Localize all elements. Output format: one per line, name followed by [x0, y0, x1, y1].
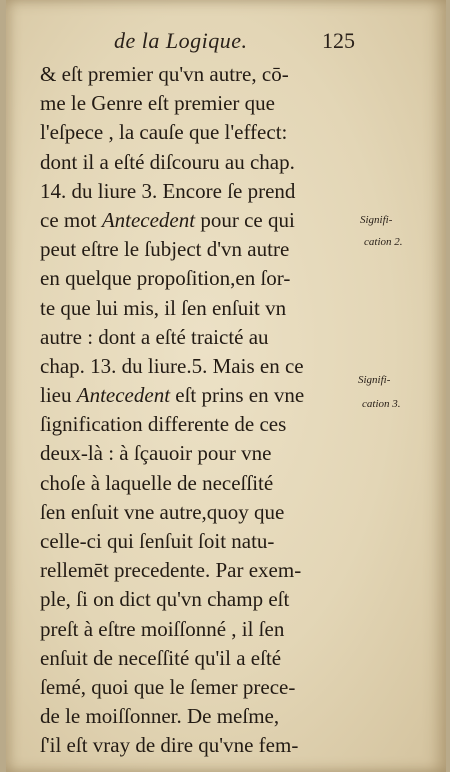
text-line: ſ'il eſt vray de dire qu'vne fem-: [40, 733, 299, 758]
text-line-end: eſt prins en vne: [170, 383, 305, 408]
text-line: ſignification differente de ces: [40, 412, 287, 437]
text-line: 14. du liure 3. Encore ſe prend: [40, 178, 296, 203]
text-line: ſen enſuit vne autre,quoy que: [40, 499, 285, 524]
margin-note: cation 2.: [364, 236, 403, 248]
text-line: celle-ci qui ſenſuit ſoit natu-: [40, 529, 275, 553]
text-line: me le Genre eſt premier que: [40, 91, 275, 116]
text-line: preſt à eſtre moiſſonné , il ſen: [40, 616, 285, 641]
text-line: deux-là : à ſçauoir pour vne: [40, 441, 272, 466]
text-line: peut eſtre le ſubject d'vn autre: [40, 237, 290, 262]
margin-note: Signifi-: [360, 214, 393, 226]
text-line: [40, 206, 360, 235]
text-line: te que lui mis, il ſen enſuit vn: [40, 295, 287, 320]
book-page: [6, 0, 446, 772]
text-line-end: pour ce qui: [195, 207, 295, 232]
page-header: [6, 28, 446, 58]
text-line: autre : dont a eſté traicté au: [40, 324, 269, 349]
italic-term: Antecedent: [76, 383, 171, 408]
page-number: 125: [322, 28, 355, 53]
running-title: de la Logique.: [114, 28, 248, 53]
text-line: ſemé, quoi que le ſemer prece-: [40, 674, 296, 699]
text-line-start: ce mot: [40, 207, 102, 232]
text-line: chap. 13. du liure.5. Mais en ce: [40, 353, 304, 378]
body-text: [40, 60, 360, 761]
text-line: & eſt premier qu'vn autre, cō-: [40, 62, 289, 86]
text-line: dont il a eſté diſcouru au chap.: [40, 149, 295, 174]
text-line: enſuit de neceſſité qu'il a eſté: [40, 645, 282, 670]
text-line: choſe à laquelle de neceſſité: [40, 470, 274, 495]
text-line: en quelque propoſition,en ſor-: [40, 266, 291, 291]
italic-term: Antecedent: [101, 207, 196, 232]
text-line: de le moiſſonner. De meſme,: [40, 704, 280, 729]
margin-note: Signifi-: [358, 374, 391, 386]
text-line: rellemēt precedente. Par exem-: [40, 558, 302, 583]
text-line-start: lieu: [40, 383, 77, 408]
text-line: ple, ſi on dict qu'vn champ eſt: [40, 587, 290, 612]
text-line: l'eſpece , la cauſe que l'effect:: [40, 120, 288, 145]
margin-note: cation 3.: [362, 398, 401, 410]
text-line: [40, 381, 360, 410]
